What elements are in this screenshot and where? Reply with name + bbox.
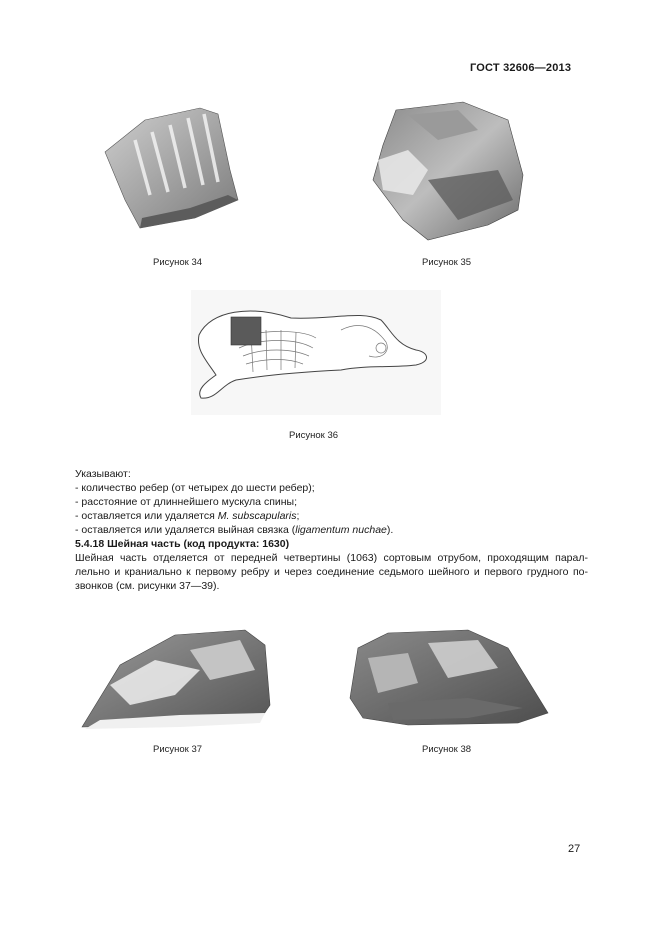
figure-34-image — [100, 100, 260, 240]
spec-item-3: - оставляется или удаляется M. subscapularis; — [75, 510, 300, 522]
figure-34-caption: Рисунок 34 — [153, 257, 203, 268]
figure-35-image — [368, 100, 528, 242]
section-paragraph — [75, 551, 588, 593]
page-number: 27 — [568, 843, 581, 855]
spec-list — [75, 467, 595, 551]
figure-38-image — [348, 628, 550, 728]
spec-item-2: - расстояние от длиннейшего мускула спины; — [75, 496, 298, 508]
section-title: 5.4.18 Шейная часть (код продукта: 1630) — [75, 538, 290, 550]
spec-item-1: - количество ребер (от четырех до шести ребер); — [75, 482, 315, 494]
paragraph-line-2: лельно и краниально к первому ребру и через соединение седьмого шейного и первого грудного по- — [75, 566, 588, 578]
figure-36-diagram — [191, 290, 441, 415]
figure-37-caption: Рисунок 37 — [153, 744, 203, 755]
figure-37-image — [80, 625, 275, 730]
paragraph-line-1: Шейная часть отделяется от передней четвертины (1063) сортовым отрубом, проходящим парал- — [75, 552, 588, 564]
spec-intro: Указывают: — [75, 468, 131, 480]
figure-35-caption: Рисунок 35 — [422, 257, 472, 268]
highlighted-cut-region — [231, 317, 261, 345]
paragraph-line-3: звонков (см. рисунки 37—39). — [75, 580, 220, 592]
standard-header: ГОСТ 32606—2013 — [470, 62, 572, 74]
figure-38-caption: Рисунок 38 — [422, 744, 472, 755]
spec-item-4: - оставляется или удаляется выйная связка (ligamentum nuchae). — [75, 524, 394, 536]
figure-36-caption: Рисунок 36 — [289, 430, 339, 441]
